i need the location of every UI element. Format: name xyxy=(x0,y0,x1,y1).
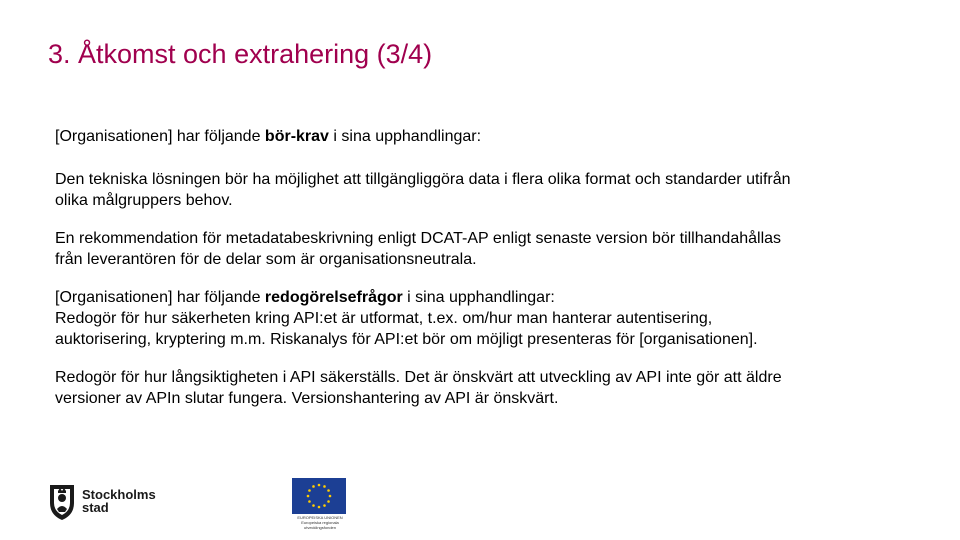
eu-caption-line: EUROPEISKA UNIONEN xyxy=(297,515,343,520)
eu-caption-line: utvecklingsfonden xyxy=(303,525,337,530)
paragraph-bor-krav xyxy=(55,126,915,147)
stockholm-wordmark-line: Stockholms xyxy=(82,487,156,502)
text-span: [Organisationen] har följande xyxy=(55,128,265,145)
text-span: i sina upphandlingar: xyxy=(402,289,555,306)
eu-caption-line: Europeiska regionala xyxy=(301,520,339,525)
slide-title: 3. Åtkomst och extrahering (3/4) xyxy=(48,39,433,69)
paragraph-format xyxy=(55,169,915,211)
paragraph-redogorelse xyxy=(55,287,915,350)
text-span: i sina upphandlingar: xyxy=(328,128,482,145)
stockholm-logo xyxy=(48,478,156,524)
eu-star xyxy=(308,489,311,492)
eu-flag-icon xyxy=(292,478,346,514)
paragraph-versionshantering xyxy=(55,367,915,409)
paragraph-line: från leverantören för de delar som är organisationsneutrala. xyxy=(55,251,477,268)
stockholm-wordmark xyxy=(82,488,156,514)
eu-star xyxy=(329,495,332,498)
paragraph-line: Den tekniska lösningen bör ha möjlighet att tillgängliggöra data i flera olika format och standarder utifrån xyxy=(55,171,791,188)
eu-star xyxy=(312,485,315,488)
paragraph-line: versioner av APIn slutar fungera. Versionshantering av API är önskvärt. xyxy=(55,390,559,407)
eu-star xyxy=(307,495,310,498)
eu-logo xyxy=(292,478,348,530)
stockholm-wordmark-line: stad xyxy=(82,500,109,515)
eu-caption xyxy=(292,515,348,530)
paragraph-line: Redogör för hur säkerheten kring API:et är utformat, t.ex. om/hur man hanterar autentisering, xyxy=(55,310,713,327)
bold-term: redogörelsefrågor xyxy=(264,289,403,306)
paragraph-line: olika målgruppers behov. xyxy=(55,192,233,209)
paragraph-dcat xyxy=(55,228,915,270)
eu-star xyxy=(318,484,321,487)
crest-icon xyxy=(48,481,76,521)
eu-star xyxy=(327,500,330,503)
paragraph-line xyxy=(55,126,915,147)
paragraph-line xyxy=(55,287,915,308)
slide-body xyxy=(55,126,915,426)
paragraph-line: En rekommendation för metadatabeskrivning enligt DCAT-AP enligt senaste version bör tillhandahållas xyxy=(55,230,782,247)
eu-star xyxy=(318,506,321,509)
text-span: [Organisationen] har följande xyxy=(55,289,265,306)
paragraph-line: Redogör för hur långsiktigheten i API säkerställs. Det är önskvärt att utveckling av API inte gör att äldre xyxy=(55,369,782,386)
eu-star xyxy=(312,504,315,507)
eu-star xyxy=(323,504,326,507)
eu-star xyxy=(323,485,326,488)
eu-star xyxy=(327,489,330,492)
paragraph-line: auktorisering, kryptering m.m. Riskanalys för API:et bör om möjligt presenteras för [organisationen]. xyxy=(55,331,758,348)
bold-term: bör-krav xyxy=(264,128,329,145)
eu-star xyxy=(308,500,311,503)
